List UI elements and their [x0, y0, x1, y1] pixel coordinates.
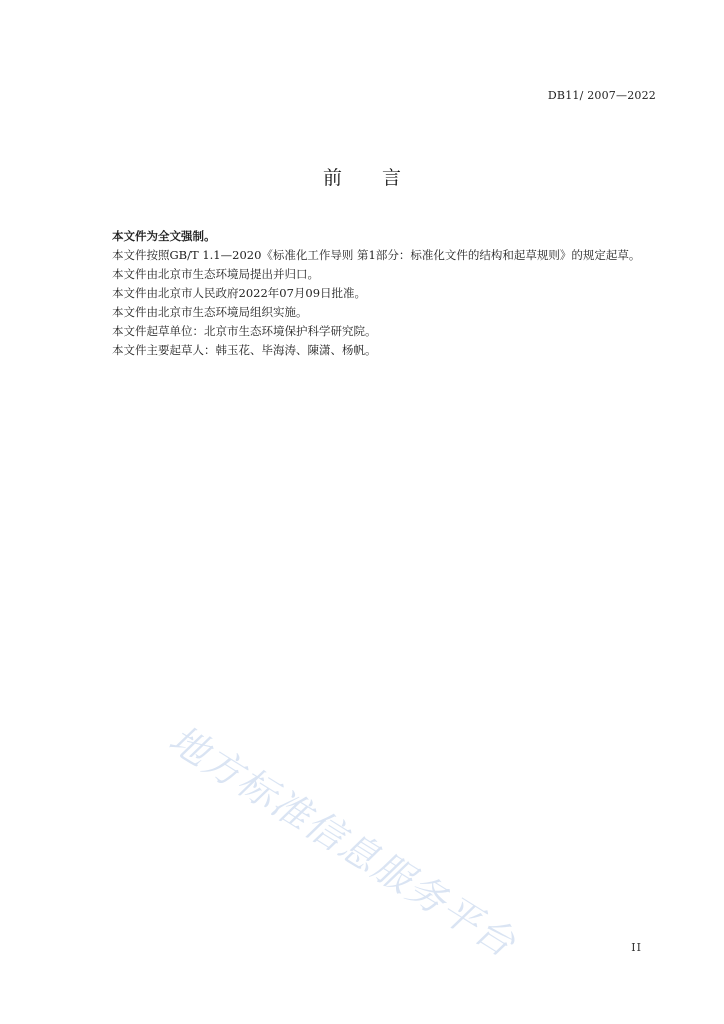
- mandatory-statement: 本文件为全文强制。: [112, 229, 216, 243]
- watermark-text: 地方标准信息服务平台: [161, 716, 525, 967]
- foreword-body: [89, 227, 661, 360]
- document-code: DB11/ 2007—2022: [547, 89, 656, 102]
- drafters-paragraph: 本文件主要起草人：韩玉花、毕海涛、陳潇、杨帆。: [112, 343, 377, 357]
- proposer-paragraph: 本文件由北京市生态环境局提出并归口。: [112, 267, 319, 281]
- drafting-rules-paragraph: 本文件按照GB/T 1.1—2020《标准化工作导则 第1部分：标准化文件的结构和起草规则》的规定起草。: [112, 248, 641, 262]
- implementation-paragraph: 本文件由北京市生态环境局组织实施。: [112, 305, 308, 319]
- approval-paragraph: 本文件由北京市人民政府2022年07月09日批准。: [112, 286, 367, 300]
- page-number: II: [631, 941, 642, 954]
- page-title: 前言: [322, 167, 441, 189]
- drafting-unit-paragraph: 本文件起草单位：北京市生态环境保护科学研究院。: [112, 324, 377, 338]
